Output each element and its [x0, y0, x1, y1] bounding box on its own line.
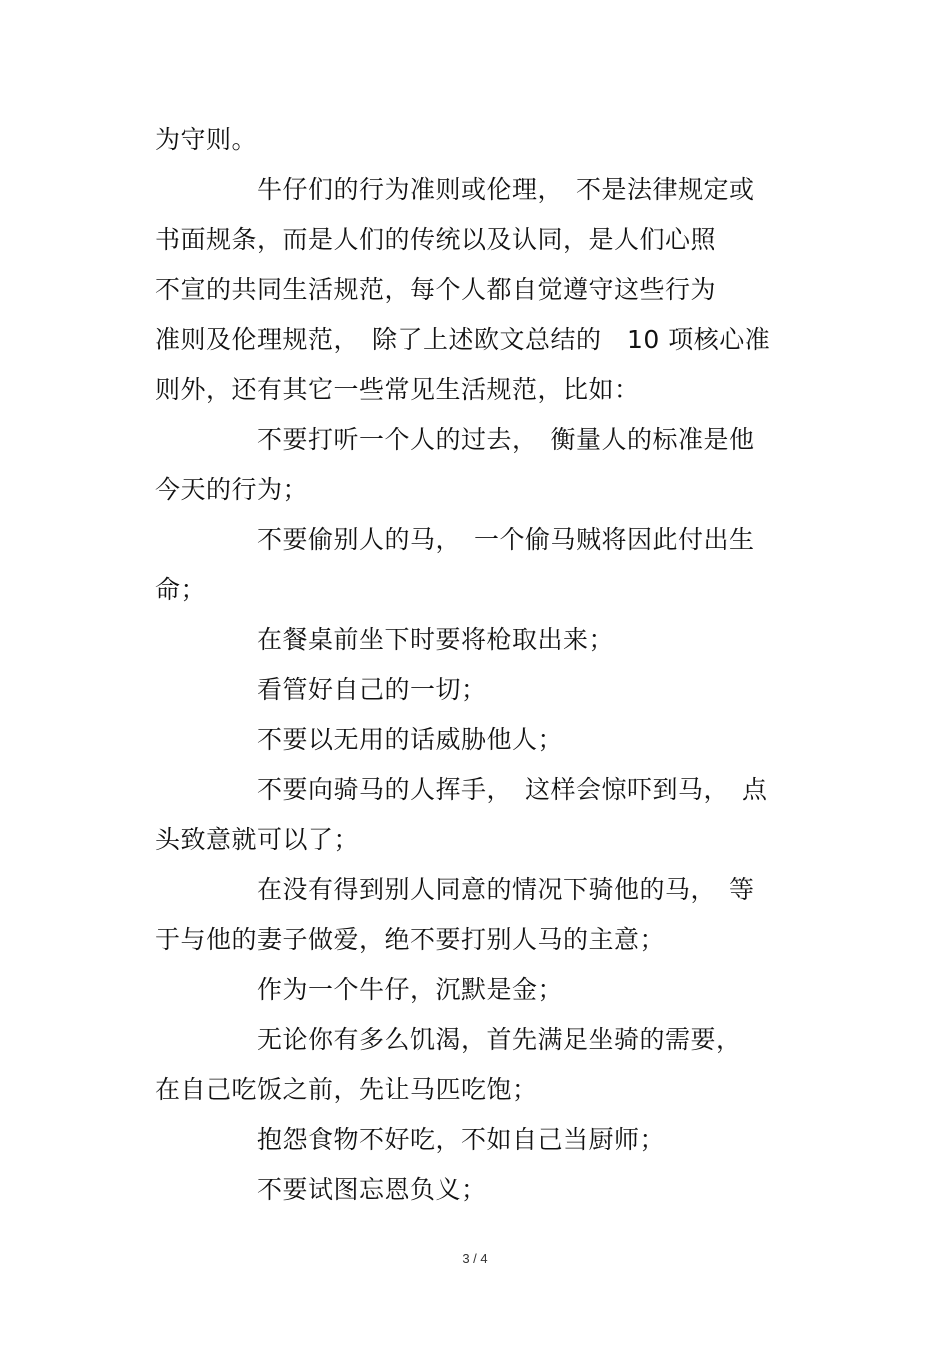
text-line: 牛仔们的行为准则或伦理， 不是法律规定或 [257, 175, 755, 204]
text-line: 头致意就可以了； [155, 825, 360, 854]
text-line: 抱怨食物不好吃，不如自己当厨师； [257, 1125, 666, 1154]
page-number: 3 / 4 [462, 1251, 488, 1266]
text-line: 在自己吃饭之前，先让马匹吃饱； [155, 1075, 538, 1104]
text-line: 不要打听一个人的过去， 衡量人的标准是他 [257, 425, 755, 454]
text-line: 命； [155, 575, 207, 604]
text-line: 作为一个牛仔，沉默是金； [257, 975, 564, 1004]
text-line: 在没有得到别人同意的情况下骑他的马， 等 [257, 875, 755, 904]
text-line: 不要偷别人的马， 一个偷马贼将因此付出生 [257, 525, 755, 554]
text-line: 不要以无用的话威胁他人； [257, 725, 564, 754]
text-line: 则外，还有其它一些常见生活规范，比如： [155, 375, 640, 404]
text-line: 看管好自己的一切； [257, 675, 487, 704]
text-line: 书面规条，而是人们的传统以及认同，是人们心照 [155, 225, 717, 254]
text-line: 不要试图忘恩负义； [257, 1175, 487, 1204]
text-line: 今天的行为； [155, 475, 309, 504]
text-line: 不宣的共同生活规范，每个人都自觉遵守这些行为 [155, 275, 717, 304]
text-line: 在餐桌前坐下时要将枪取出来； [257, 625, 615, 654]
text-line: 不要向骑马的人挥手， 这样会惊吓到马， 点 [257, 775, 768, 804]
text-line: 准则及伦理规范， 除了上述欧文总结的 10 项核心准 [155, 325, 771, 354]
text-line: 于与他的妻子做爱，绝不要打别人马的主意； [155, 925, 666, 954]
text-line: 为守则。 [155, 125, 258, 154]
text-line: 无论你有多么饥渴，首先满足坐骑的需要， [257, 1025, 742, 1054]
